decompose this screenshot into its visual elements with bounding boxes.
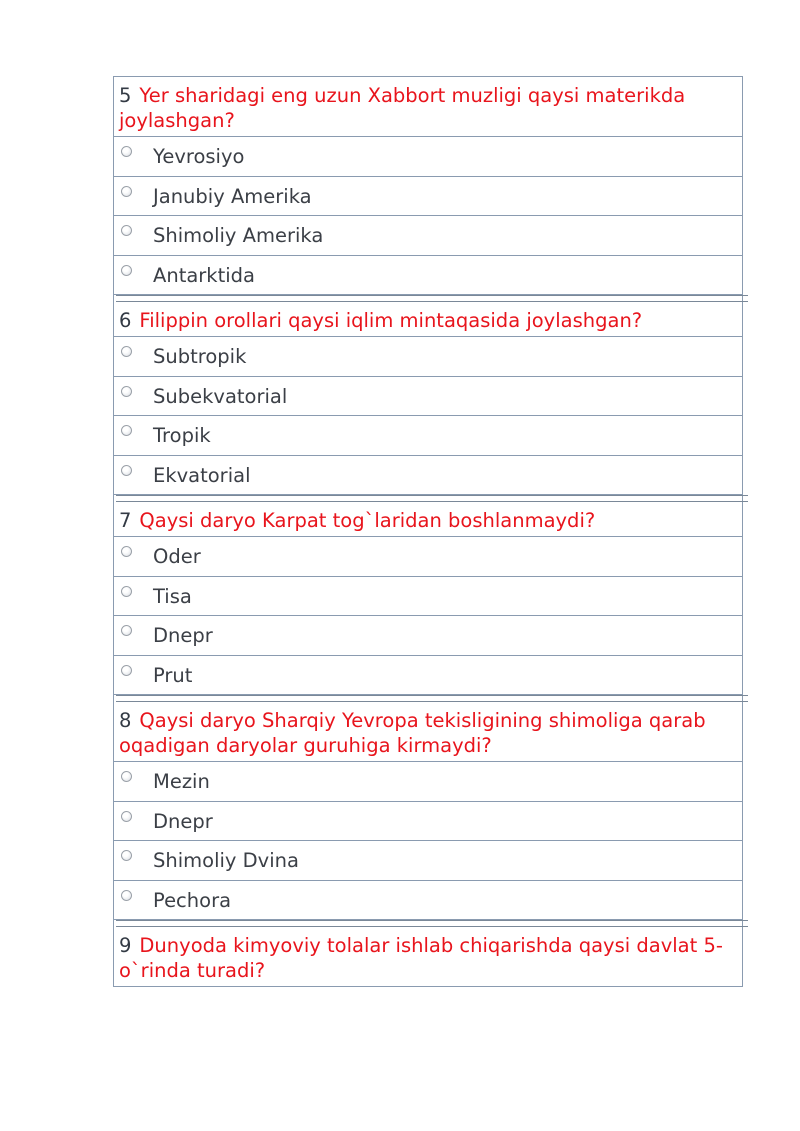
option-label: Dnepr (153, 809, 213, 833)
option-label: Mezin (153, 770, 210, 793)
answer-option[interactable] (114, 841, 742, 881)
radio-button[interactable] (121, 586, 132, 597)
radio-button[interactable] (121, 890, 132, 901)
question-divider (116, 295, 748, 302)
option-label: Antarktida (153, 263, 255, 287)
question-number: 9 (119, 934, 132, 957)
option-label: Oder (153, 545, 201, 568)
option-label: Subekvatorial (153, 384, 288, 408)
question-prompt: Qaysi daryo Karpat tog`laridan boshlanmaydi? (139, 509, 596, 532)
radio-button[interactable] (121, 625, 132, 636)
radio-button[interactable] (121, 771, 132, 782)
question-7 (114, 502, 742, 695)
radio-button[interactable] (121, 186, 132, 197)
question-6 (114, 302, 742, 495)
question-number: 7 (119, 509, 132, 532)
radio-button[interactable] (121, 665, 132, 676)
answer-option[interactable] (114, 216, 742, 256)
option-label: Tisa (153, 584, 192, 608)
question-number: 5 (119, 84, 132, 107)
question-5 (114, 77, 742, 295)
radio-button[interactable] (121, 465, 132, 476)
question-prompt: Filippin orollari qaysi iqlim mintaqasida joylashgan? (139, 309, 643, 332)
radio-button[interactable] (121, 265, 132, 276)
answer-option[interactable] (114, 881, 742, 921)
option-label: Pechora (153, 888, 232, 912)
answer-option[interactable] (114, 577, 742, 617)
question-prompt: Qaysi daryo Sharqiy Yevropa tekisligining shimoliga qarab oqadigan daryolar guruhiga kirmaydi? (119, 709, 706, 757)
radio-button[interactable] (121, 346, 132, 357)
answer-option[interactable] (114, 377, 742, 417)
quiz-container (113, 76, 743, 987)
answer-option[interactable] (114, 256, 742, 296)
question-9 (114, 927, 742, 987)
question-divider (116, 920, 748, 927)
radio-button[interactable] (121, 386, 132, 397)
answer-option[interactable] (114, 762, 742, 802)
radio-button[interactable] (121, 850, 132, 861)
question-text (114, 302, 742, 337)
question-8 (114, 702, 742, 920)
question-prompt: Yer sharidagi eng uzun Xabbort muzligi qaysi materikda joylashgan? (119, 84, 686, 132)
answer-option[interactable] (114, 656, 742, 696)
question-number: 6 (119, 309, 132, 332)
option-label: Shimoliy Dvina (153, 849, 299, 872)
answer-option[interactable] (114, 137, 742, 177)
option-label: Subtropik (153, 345, 247, 368)
question-divider (116, 695, 748, 702)
radio-button[interactable] (121, 225, 132, 236)
question-text (114, 927, 742, 987)
option-label: Prut (153, 663, 193, 687)
option-label: Tropik (153, 424, 211, 447)
answer-option[interactable] (114, 537, 742, 577)
answer-option[interactable] (114, 177, 742, 217)
answer-option[interactable] (114, 616, 742, 656)
option-label: Ekvatorial (153, 463, 251, 487)
answer-option[interactable] (114, 337, 742, 377)
radio-button[interactable] (121, 425, 132, 436)
answer-option[interactable] (114, 456, 742, 496)
question-prompt: Dunyoda kimyoviy tolalar ishlab chiqarishda qaysi davlat 5-o`rinda turadi? (119, 934, 723, 982)
option-label: Dnepr (153, 624, 213, 647)
option-label: Yevrosiyo (153, 145, 245, 168)
question-divider (116, 495, 748, 502)
answer-option[interactable] (114, 416, 742, 456)
question-text (114, 502, 742, 537)
answer-option[interactable] (114, 802, 742, 842)
question-text (114, 77, 742, 137)
radio-button[interactable] (121, 811, 132, 822)
option-label: Janubiy Amerika (153, 184, 312, 208)
radio-button[interactable] (121, 146, 132, 157)
question-text (114, 702, 742, 762)
radio-button[interactable] (121, 546, 132, 557)
option-label: Shimoliy Amerika (153, 224, 324, 247)
question-number: 8 (119, 709, 132, 732)
